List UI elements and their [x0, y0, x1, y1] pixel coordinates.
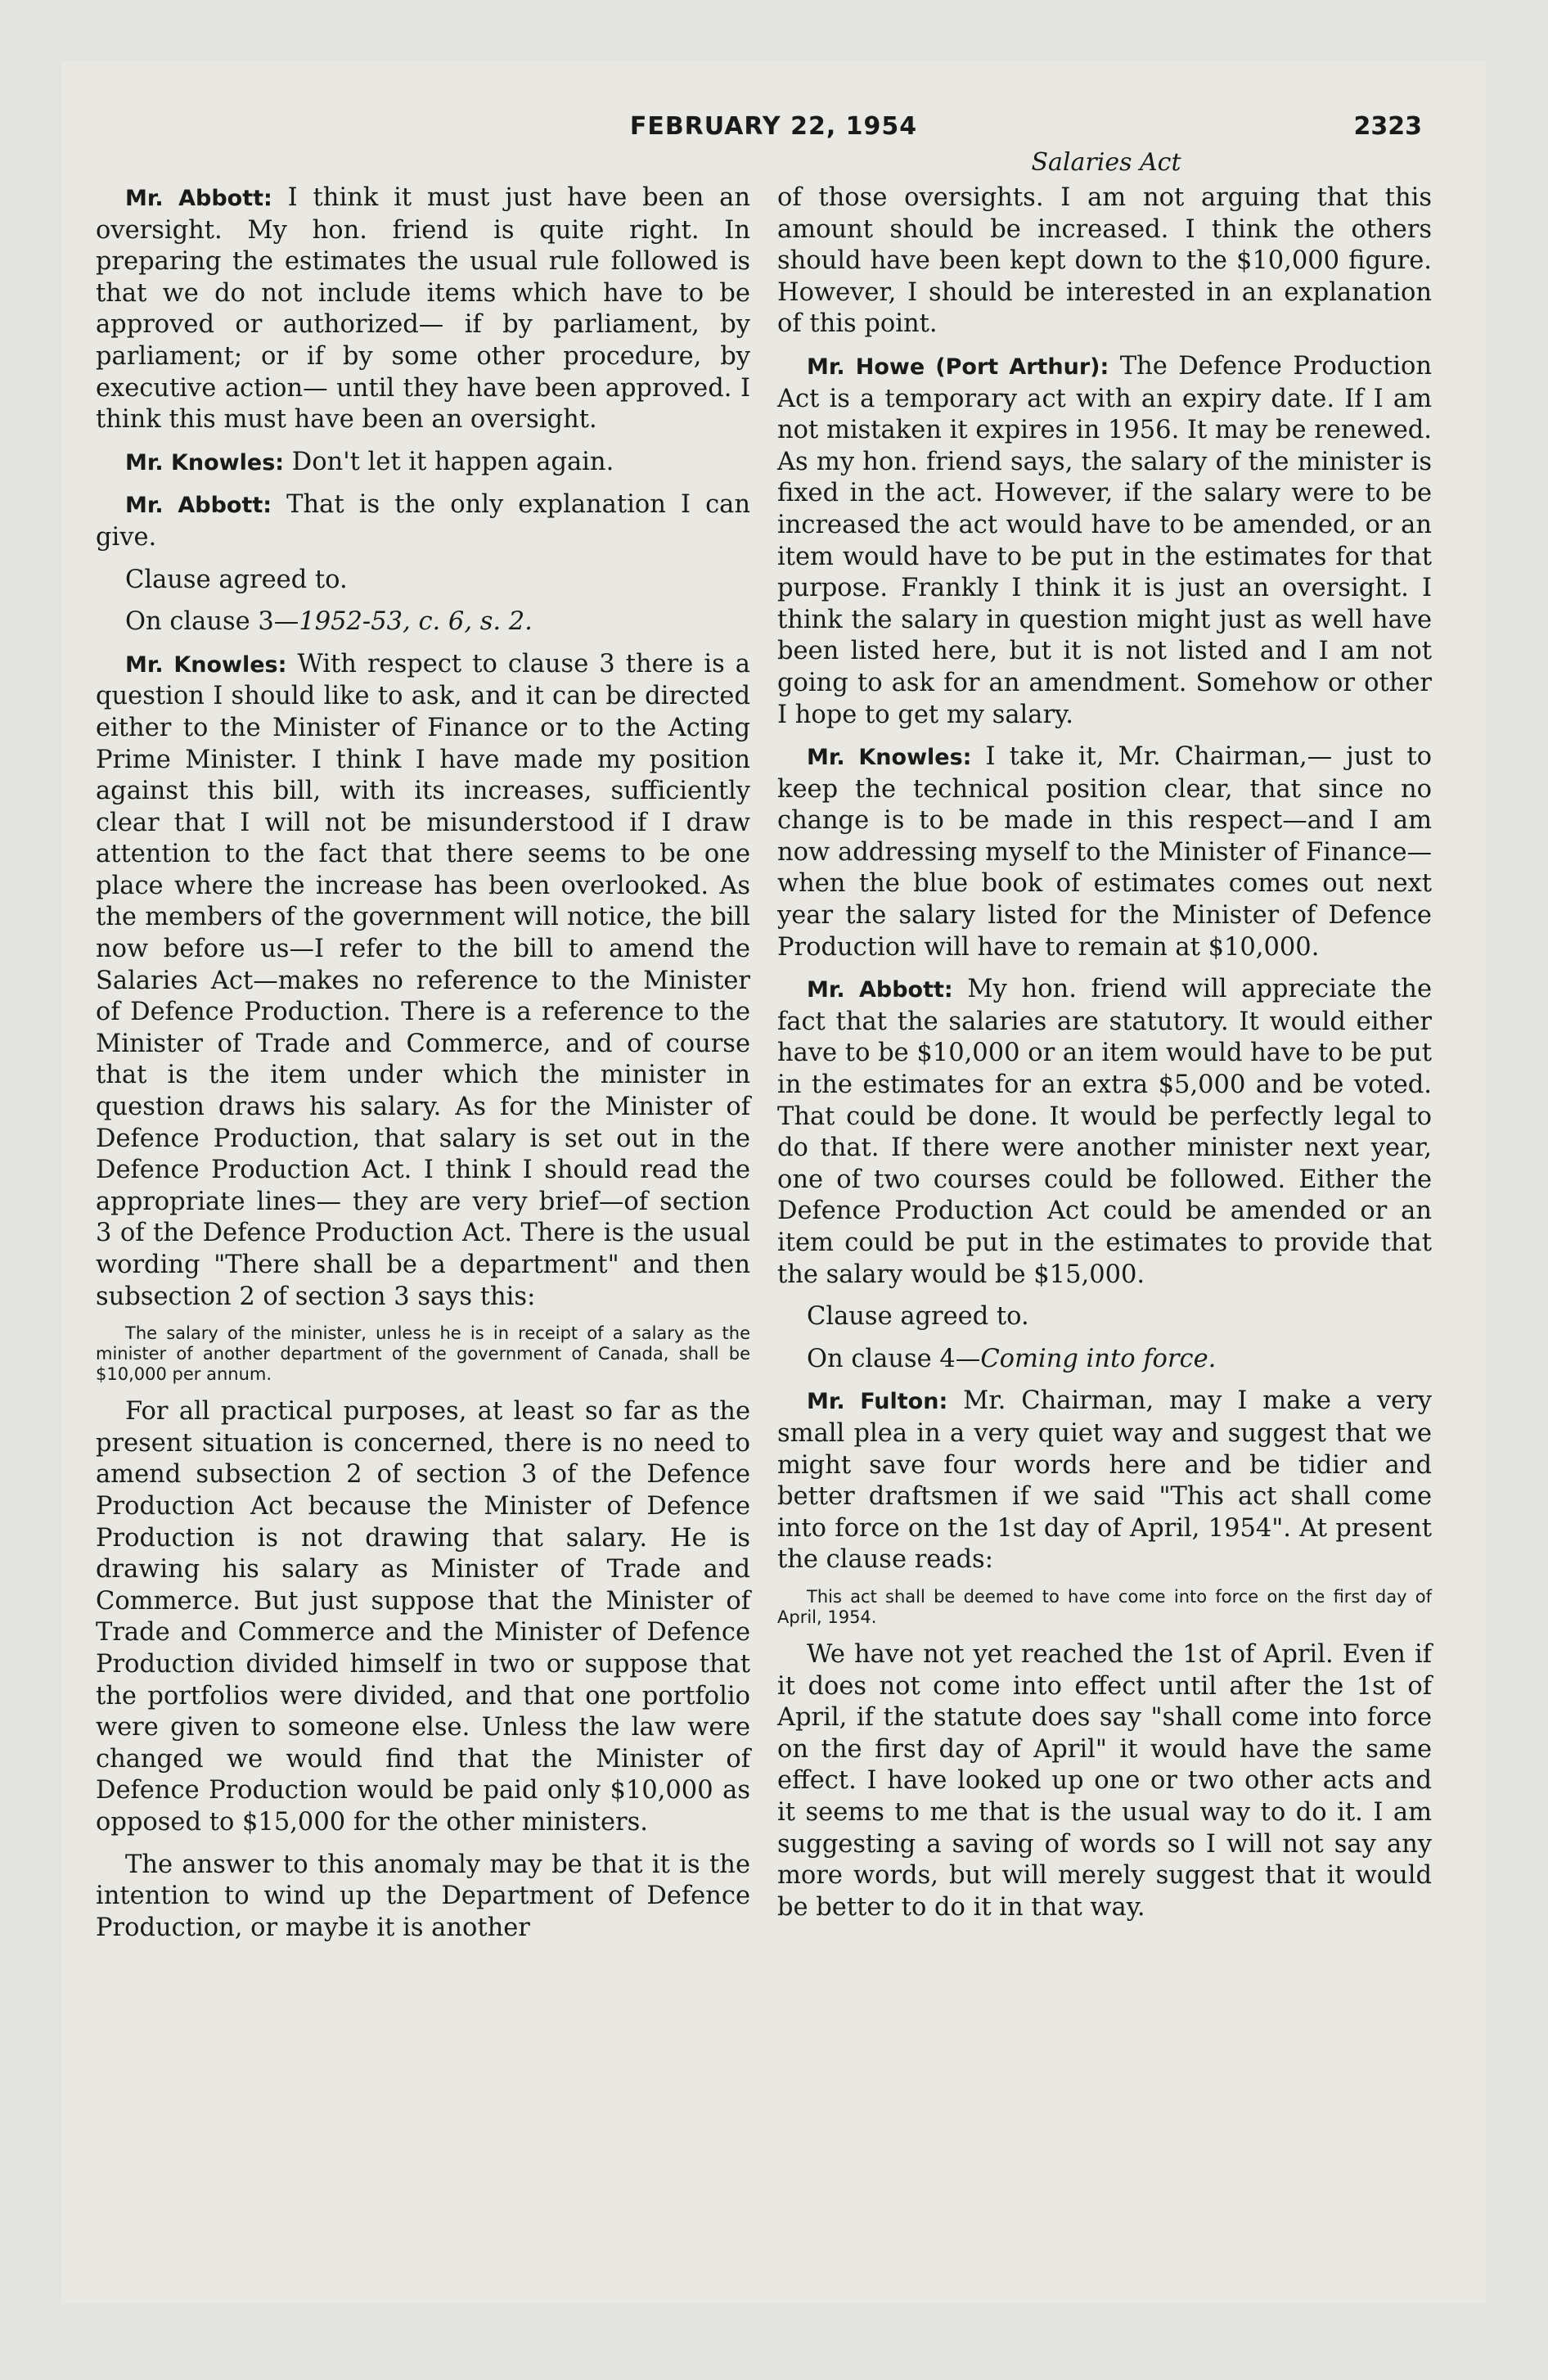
speaker-name: Mr. Abbott: [125, 493, 272, 519]
quote-text: The salary of the minister, unless he is in receipt of a salary as the minister of another department of the government of Canada, shall be $10,000 per annum. [96, 1323, 750, 1385]
clause-heading [777, 1344, 1432, 1376]
paragraph: We have not yet reached the 1st of April. Even if it does not come into effect until after the 1st of April, if the statute does say "shall come into force on the first day of April" it would have the same effect. I have looked up one or two other acts and it seems to me that is the usual way to do it. I am suggesting a saving of words so I will not say any more words, but will merely suggest that it would be better to do it in that way. [777, 1639, 1432, 1922]
speaker-name: Mr. Knowles: [807, 745, 972, 771]
clause-reference: Coming into force. [980, 1344, 1217, 1373]
speech-text: My hon. friend will appreciate the fact that the salaries are statutory. It would either have to be $10,000 or an item would have to be put in the estimates for an extra $5,000 and be voted. That could be done. It would be perfectly legal to do that. If there were another minister next year, one of two courses could be followed. Either the Defence Production Act could be amended or an item could be put in the estimates to provide that the salary would be $15,000. [777, 975, 1433, 1289]
procedural-note: Clause agreed to. [807, 1302, 1029, 1332]
quote-text: This act shall be deemed to have come into force on the first day of April, 1954. [777, 1586, 1432, 1627]
page-number: 2323 [1353, 112, 1422, 141]
clause-prefix: On clause 4— [807, 1344, 981, 1373]
paragraph [96, 447, 750, 480]
speech-text: With respect to clause 3 there is a question I should like to ask, and it can be directed either to the Minister of Finance or to the Acting Prime Minister. I think I have made my position against this bill, with its increases, sufficiently clear that I will not be misunderstood if I draw attention to the fact that there seems to be one place where the increase has been overlooked. As the members of the government will notice, the bill now before us—I refer to the bill to amend the Salaries Act—makes no reference to the Minister of Defence Production. There is a reference to the Minister of Trade and Commerce, and of course that is the item under which the minister in question draws his salary. As for the Minister of Defence Production, that salary is set out in the Defence Production Act. I think I should read the appropriate lines— they are very brief—of section 3 of the Defence Production Act. There is the usual wording "There shall be a department" and then subsection 2 of section 3 says this: [96, 649, 750, 1311]
speaker-name: Mr. Abbott: [125, 186, 272, 211]
speaker-name: Mr. Howe (Port Arthur): [807, 354, 1109, 380]
running-subject: Salaries Act [1031, 148, 1181, 177]
speaker-name: Mr. Knowles: [125, 651, 287, 678]
paragraph: The answer to this anomaly may be that it is the intention to wind up the Department of Defence Production, or maybe it is another [96, 1850, 750, 1942]
paragraph [96, 649, 750, 1313]
statute-quote [96, 1323, 750, 1385]
left-column [96, 183, 750, 1954]
paragraph [96, 489, 750, 553]
speech-text: The Defence Production Act is a temporary act with an expiry date. If I am not mistaken it expires in 1956. It may be renewed. As my hon. friend says, the salary of the minister is fixed in the act. However, if the salary were to be increased the act would have to be amended, or an item would have to be put in the estimates for that purpose. Frankly I think it is just an oversight. I think the salary in question might just as well have been listed here, but it is not listed and I am not going to ask for an amendment. Somehow or other I hope to get my salary. [777, 351, 1432, 729]
paragraph [96, 183, 750, 436]
speech-text: I take it, Mr. Chairman,— just to keep the technical position clear, that since no change is to be made in this respect—and I am now addressing myself to the Minister of Finance—when the blue book of estimates comes out next year the salary listed for the Minister of Defence Production will have to remain at $10,000. [777, 742, 1432, 962]
clause-reference: 1952-53, c. 6, s. 2. [299, 607, 533, 637]
paragraph [777, 351, 1432, 731]
procedural-note: Clause agreed to. [125, 565, 348, 594]
hansard-page [61, 61, 1486, 2304]
paragraph: of those oversights. I am not arguing that this amount should be increased. I think the others should have been kept down to the $10,000 figure. However, I should be interested in an explanation of this point. [777, 183, 1432, 339]
paragraph: For all practical purposes, at least so far as the present situation is concerned, there is no need to amend subsection 2 of section 3 of the Defence Production Act because the Minister of Defence Production is not drawing that salary. He is drawing his salary as Minister of Trade and Commerce. But just suppose that the Minister of Trade and Commerce and the Minister of Defence Production divided himself in two or suppose that the portfolios were divided, and that one portfolio were given to someone else. Unless the law were changed we would find that the Minister of Defence Production would be paid only $10,000 as opposed to $15,000 for the other ministers. [96, 1397, 750, 1837]
paragraph [777, 741, 1432, 963]
header-date: FEBRUARY 22, 1954 [629, 112, 918, 141]
right-column [777, 183, 1432, 1934]
speaker-name: Mr. Fulton: [807, 1389, 948, 1415]
speaker-name: Mr. Abbott: [807, 977, 953, 1003]
paragraph [777, 974, 1432, 1291]
speech-text: Mr. Chairman, may I make a very small plea in a very quiet way and suggest that we might save four words here and be tidier and better draftsmen if we said "This act shall come into force on the 1st day of April, 1954". At present the clause reads: [777, 1386, 1432, 1575]
speaker-name: Mr. Knowles: [125, 449, 285, 476]
clause-prefix: On clause 3— [125, 607, 299, 637]
statute-quote [777, 1587, 1432, 1628]
speech-text: Don't let it happen again. [284, 447, 614, 476]
speech-text: That is the only explanation I can give. [96, 490, 750, 552]
clause-heading [96, 606, 750, 638]
speech-text: I think it must just have been an oversight. My hon. friend is quite right. In preparing the estimates the usual rule followed is that we do not include items which have to be approved or authorized— if by parliament, by parliament; or if by some other procedure, by executive action— until they have been approved. I think this must have been an oversight. [96, 183, 750, 435]
paragraph [777, 1386, 1432, 1576]
page-header [61, 112, 1486, 153]
